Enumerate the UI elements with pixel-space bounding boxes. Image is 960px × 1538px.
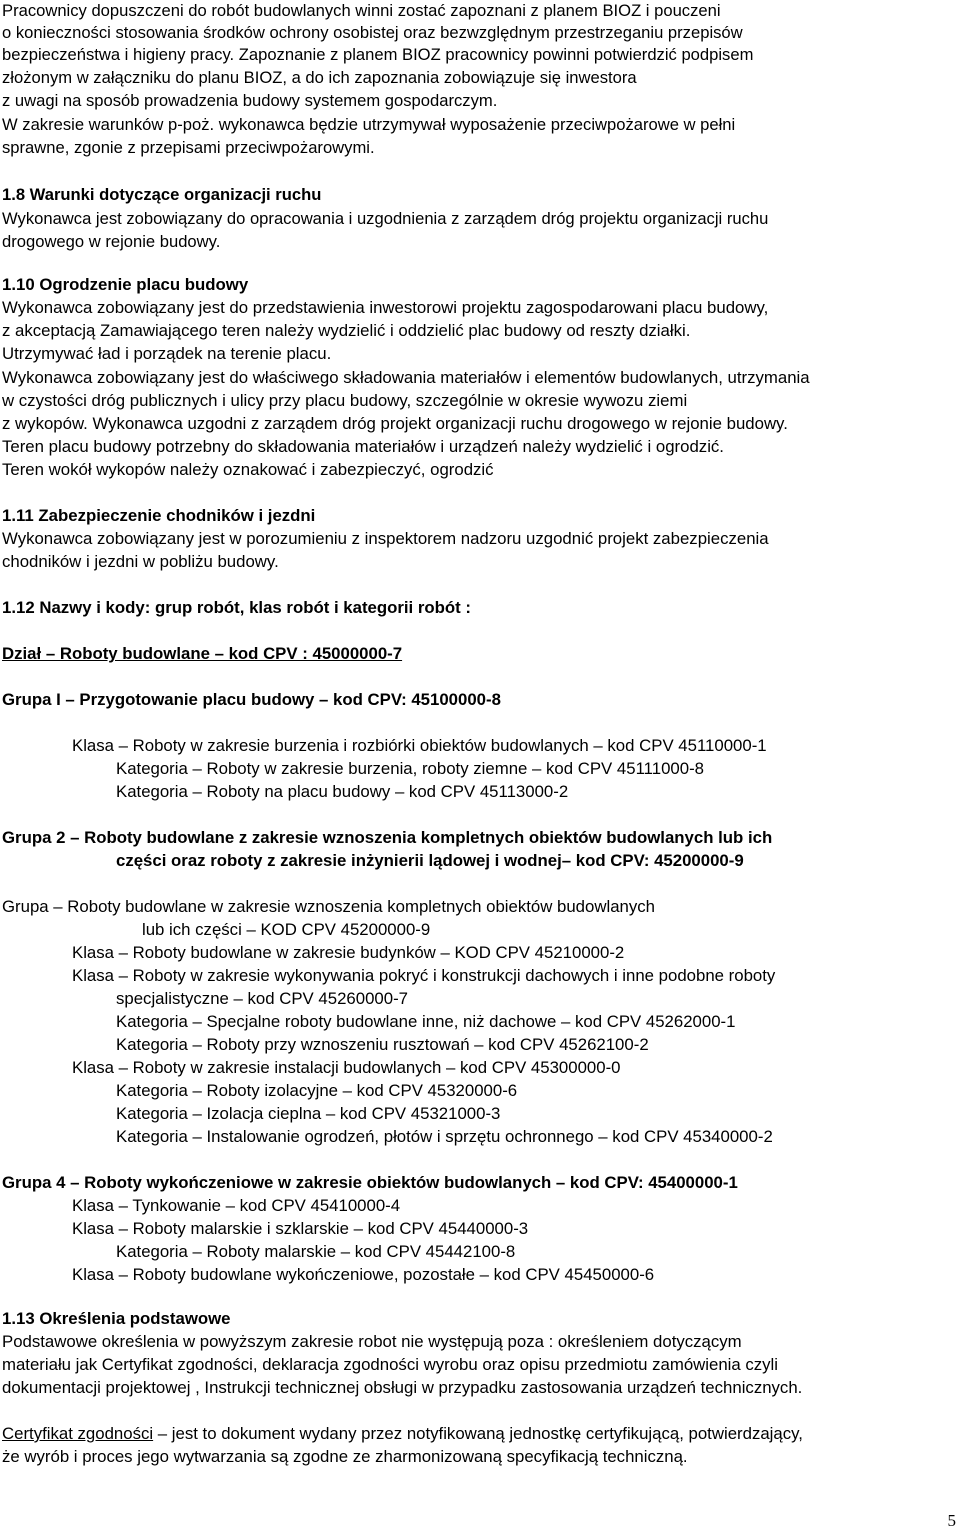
kategoria-item: Kategoria – Specjalne roboty budowlane inne, niż dachowe – kod CPV 45262000-1 <box>116 1012 736 1031</box>
intro-line: o konieczności stosowania środków ochrony osobistej oraz bezwzględnym przestrzeganiu przepisów <box>2 23 743 42</box>
certyfikat-term: Certyfikat zgodności <box>2 1424 154 1443</box>
grupa-2-heading-cont: części oraz roboty z zakresie inżynierii lądowej i wodnej– kod CPV: 45200000-9 <box>116 851 744 870</box>
intro-line: złożonym w załączniku do planu BIOZ, a do ich zapoznania zobowiązuje się inwestora <box>2 68 637 87</box>
section-1-10-line: Utrzymywać ład i porządek na terenie placu. <box>2 344 332 363</box>
section-heading-1-8: 1.8 Warunki dotyczące organizacji ruchu <box>2 185 322 204</box>
section-1-10-line: Wykonawca zobowiązany jest do właściwego składowania materiałów i elementów budowlanych, utrzymania <box>2 368 810 387</box>
section-1-13-line: dokumentacji projektowej , Instrukcji technicznej obsługi w przypadku zastosowania urządzeń technicznych. <box>2 1378 803 1397</box>
klasa-item: Klasa – Roboty w zakresie instalacji budowlanych – kod CPV 45300000-0 <box>72 1058 621 1077</box>
kategoria-item: Kategoria – Roboty izolacyjne – kod CPV 45320000-6 <box>116 1081 518 1100</box>
section-1-8-line: drogowego w rejonie budowy. <box>2 232 221 251</box>
page-number: 5 <box>947 1511 956 1530</box>
intro-line: W zakresie warunków p-poż. wykonawca będzie utrzymywał wyposażenie przeciwpożarowe w pełni <box>2 115 736 134</box>
section-1-10-line: z akceptacją Zamawiającego teren należy wydzielić i oddzielić plac budowy od reszty działki. <box>2 321 691 340</box>
grupa-item: Grupa – Roboty budowlane w zakresie wznoszenia kompletnych obiektów budowlanych <box>2 897 655 916</box>
kategoria-item: Kategoria – Izolacja cieplna – kod CPV 45321000-3 <box>116 1104 501 1123</box>
section-1-11-line: chodników i jezdni w pobliżu budowy. <box>2 552 279 571</box>
section-heading-1-11: 1.11 Zabezpieczenie chodników i jezdni <box>2 506 316 525</box>
klasa-item: Klasa – Tynkowanie – kod CPV 45410000-4 <box>72 1196 401 1215</box>
section-1-13-line: materiału jak Certyfikat zgodności, deklaracja zgodności wyrobu oraz opisu przedmiotu zamówienia czyli <box>2 1355 779 1374</box>
klasa-item: Klasa – Roboty malarskie i szklarskie – kod CPV 45440000-3 <box>72 1219 529 1238</box>
section-1-10-line: Wykonawca zobowiązany jest do przedstawienia inwestorowi projektu zagospodarowani placu budowy, <box>2 298 769 317</box>
kategoria-item: Kategoria – Roboty malarskie – kod CPV 45442100-8 <box>116 1242 516 1261</box>
intro-line: bezpieczeństwa i higieny pracy. Zapoznanie z planem BIOZ pracownicy powinni potwierdzić podpisem <box>2 45 754 64</box>
klasa-item: Klasa – Roboty w zakresie wykonywania pokryć i konstrukcji dachowych i inne podobne roboty <box>72 966 776 985</box>
klasa-item-cont: specjalistyczne – kod CPV 45260000-7 <box>116 989 408 1008</box>
certyfikat-definition <box>2 1422 803 1445</box>
section-1-10-line: w czystości dróg publicznych i ulicy przy placu budowy, szczególnie w okresie wywozu ziemi <box>2 391 688 410</box>
section-1-10-line: Teren placu budowy potrzebny do składowania materiałów i urządzeń należy wydzielić i ogrodzić. <box>2 437 724 456</box>
klasa-item: Klasa – Roboty w zakresie burzenia i rozbiórki obiektów budowlanych – kod CPV 45110000-1 <box>72 736 767 755</box>
certyfikat-definition-text: – jest to dokument wydany przez notyfikowaną jednostkę certyfikującą, potwierdzający, <box>153 1424 803 1443</box>
kategoria-item: Kategoria – Roboty w zakresie burzenia, roboty ziemne – kod CPV 45111000-8 <box>116 759 704 778</box>
kategoria-item: Kategoria – Instalowanie ogrodzeń, płotów i sprzętu ochronnego – kod CPV 45340000-2 <box>116 1127 773 1146</box>
intro-line: z uwagi na sposób prowadzenia budowy systemem gospodarczym. <box>2 91 498 110</box>
dzial-heading: Dział – Roboty budowlane – kod CPV : 45000000-7 <box>2 644 403 663</box>
klasa-item: Klasa – Roboty budowlane wykończeniowe, pozostałe – kod CPV 45450000-6 <box>72 1265 655 1284</box>
grupa-1-heading: Grupa I – Przygotowanie placu budowy – kod CPV: 45100000-8 <box>2 690 501 709</box>
section-heading-1-13: 1.13 Określenia podstawowe <box>2 1309 231 1328</box>
section-1-13-line: Podstawowe określenia w powyższym zakresie robot nie występują poza : określeniem dotyczącym <box>2 1332 742 1351</box>
section-heading-1-10: 1.10 Ogrodzenie placu budowy <box>2 275 249 294</box>
grupa-4-heading: Grupa 4 – Roboty wykończeniowe w zakresie obiektów budowlanych – kod CPV: 45400000-1 <box>2 1173 738 1192</box>
section-1-10-line: z wykopów. Wykonawca uzgodni z zarządem dróg projekt organizacji ruchu drogowego w rejonie budowy. <box>2 414 788 433</box>
klasa-item: Klasa – Roboty budowlane w zakresie budynków – KOD CPV 45210000-2 <box>72 943 625 962</box>
intro-line: Pracownicy dopuszczeni do robót budowlanych winni zostać zapoznani z planem BIOZ i pouczeni <box>2 1 721 20</box>
section-1-8-line: Wykonawca jest zobowiązany do opracowania i uzgodnienia z zarządem dróg projektu organizacji ruchu <box>2 209 769 228</box>
section-heading-1-12: 1.12 Nazwy i kody: grup robót, klas robót i kategorii robót : <box>2 598 472 617</box>
grupa-2-heading: Grupa 2 – Roboty budowlane z zakresie wznoszenia kompletnych obiektów budowlanych lub ich <box>2 828 773 847</box>
kategoria-item: Kategoria – Roboty na placu budowy – kod CPV 45113000-2 <box>116 782 569 801</box>
intro-line: sprawne, zgonie z przepisami przeciwpożarowymi. <box>2 138 375 157</box>
grupa-item-cont: lub ich części – KOD CPV 45200000-9 <box>142 920 431 939</box>
kategoria-item: Kategoria – Roboty przy wznoszeniu rusztowań – kod CPV 45262100-2 <box>116 1035 649 1054</box>
section-1-11-line: Wykonawca zobowiązany jest w porozumieniu z inspektorem nadzoru uzgodnić projekt zabezpieczenia <box>2 529 769 548</box>
section-1-10-line: Teren wokół wykopów należy oznakować i zabezpieczyć, ogrodzić <box>2 460 494 479</box>
certyfikat-definition-cont: że wyrób i proces jego wytwarzania są zgodne ze zharmonizowaną specyfikacją techniczną. <box>2 1447 688 1466</box>
